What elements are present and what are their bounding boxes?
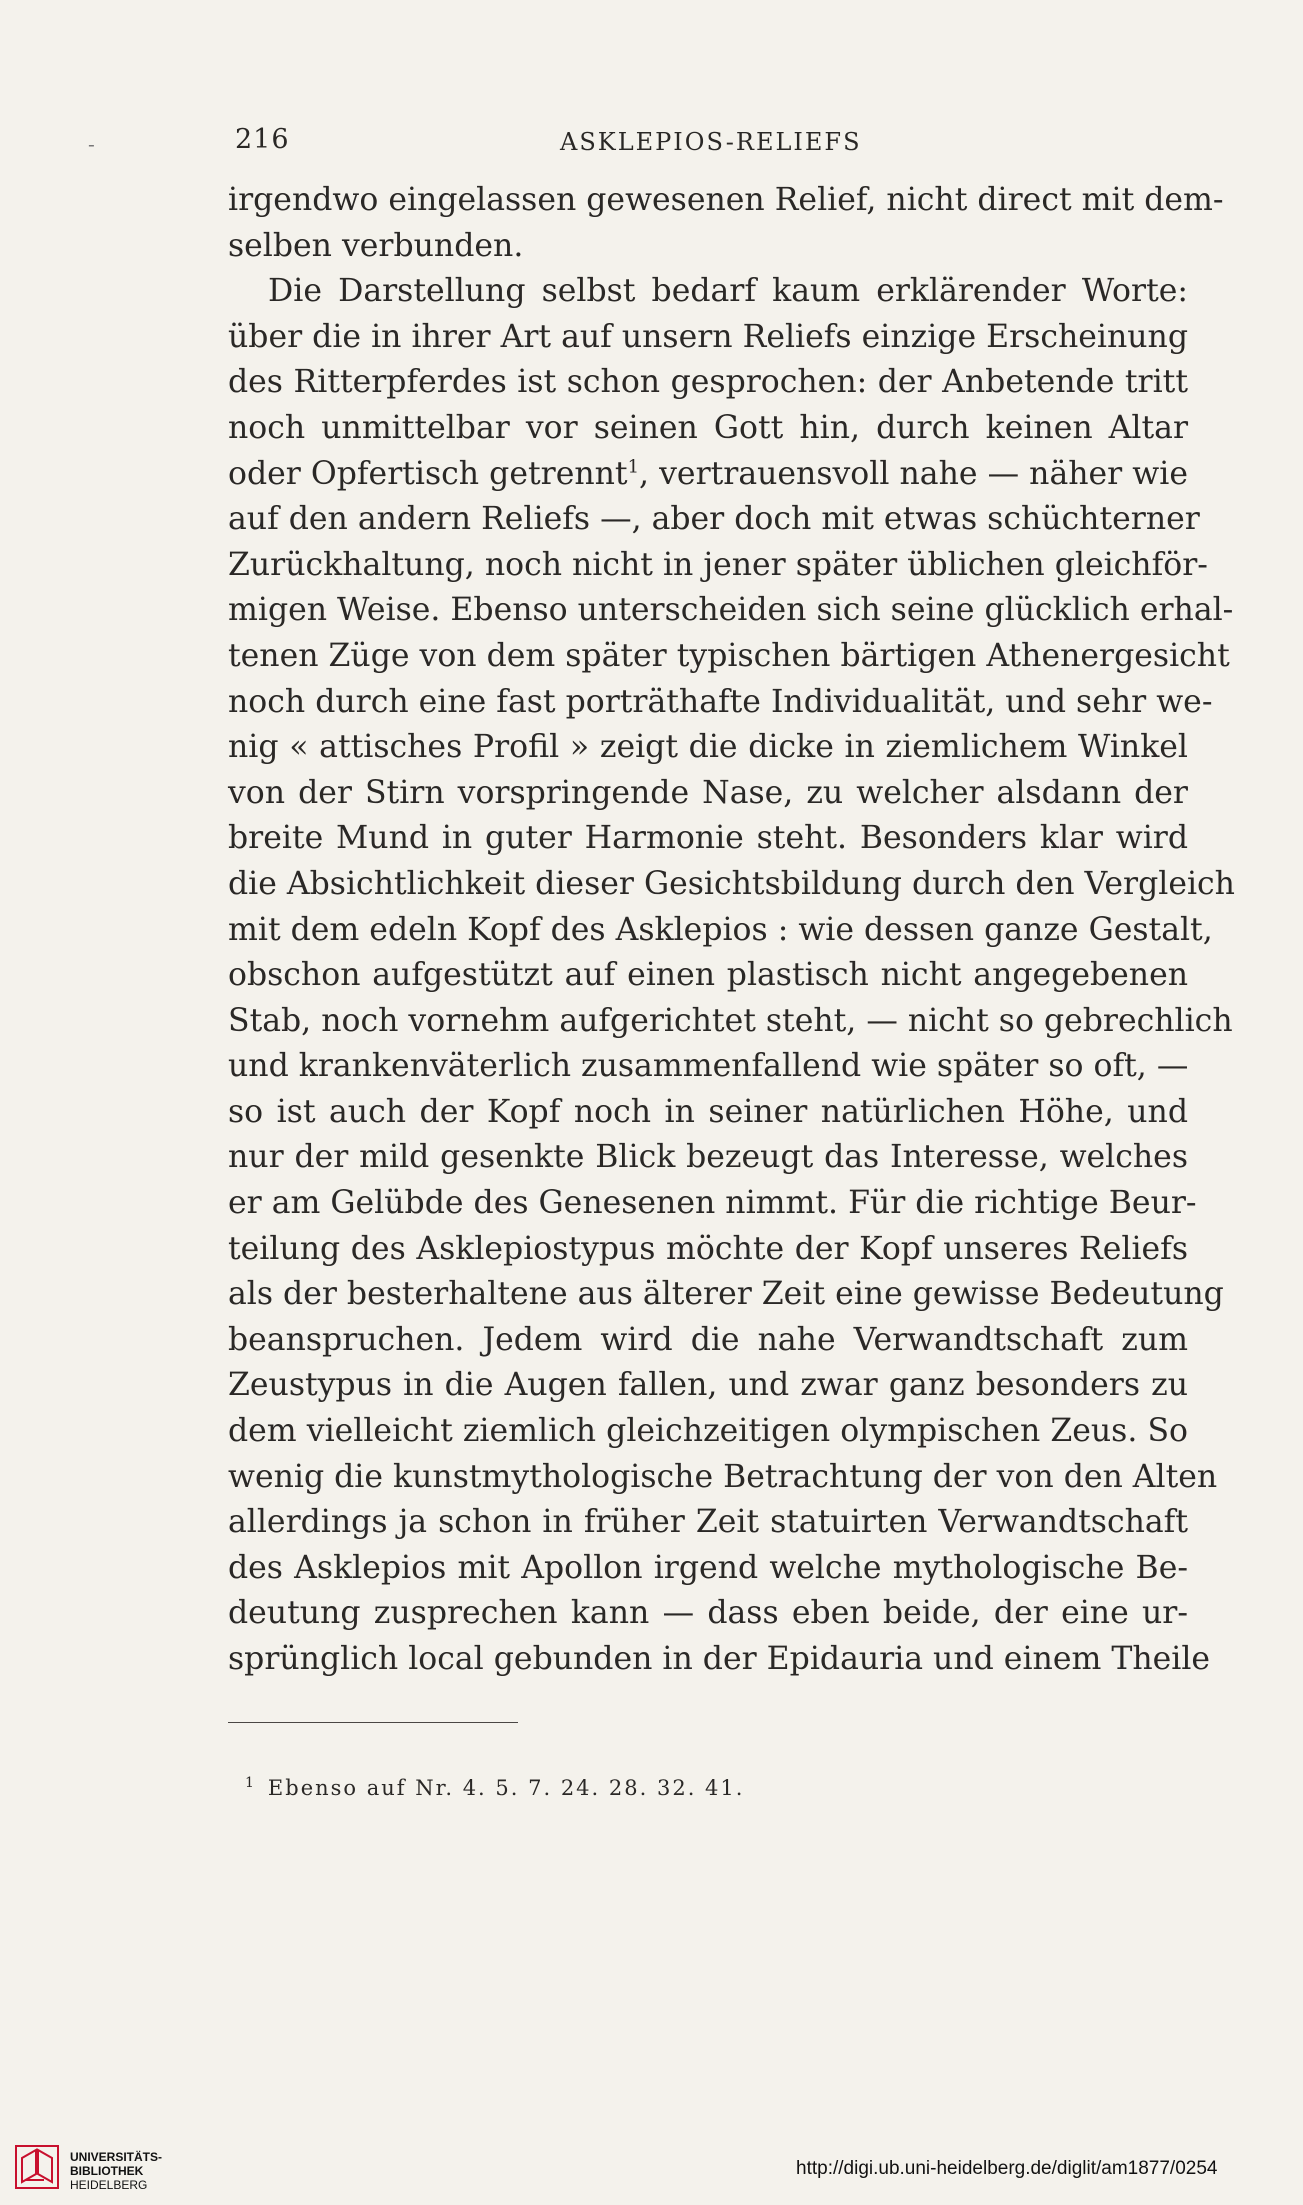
text-line: irgendwo eingelassen gewesenen Relief, nicht direct mit dem-: [228, 182, 1224, 218]
footnote-reference[interactable]: 1: [627, 456, 640, 478]
text-line: noch unmittelbar vor seinen Gott hin, durch keinen Altar: [228, 409, 1188, 446]
text-line: [228, 452, 1188, 498]
text-line: so ist auch der Kopf noch in seiner natürlichen Höhe, und: [228, 1093, 1188, 1130]
running-head: ASKLEPIOS-RELIEFS: [560, 128, 862, 156]
text-line: sprünglich local gebunden in der Epidauria und einem Theile: [228, 1641, 1211, 1677]
text-line: wenig die kunstmythologische Betrachtung der von den Alten: [228, 1458, 1218, 1495]
text-line: noch durch eine fast porträthafte Individualität, und sehr we-: [228, 683, 1213, 720]
logo-line: HEIDELBERG: [70, 2178, 148, 2192]
text-segment: , vertrauensvoll nahe — näher wie: [639, 455, 1188, 492]
logo-line: UNIVERSITÄTS-: [70, 2150, 163, 2164]
text-line: und krankenväterlich zusammenfallend wie später so oft, —: [228, 1048, 1189, 1085]
text-line: dem vielleicht ziemlich gleichzeitigen olympischen Zeus. So: [228, 1413, 1188, 1450]
text-line: tenen Züge von dem später typischen bärtigen Athenergesicht: [228, 637, 1230, 674]
text-line: auf den andern Reliefs —, aber doch mit etwas schüchterner: [228, 501, 1200, 538]
footnote-text: Ebenso auf Nr. 4. 5. 7. 24. 28. 32. 41.: [267, 1776, 745, 1800]
library-logo[interactable]: [14, 2140, 164, 2200]
text-line: nig « attisches Profil » zeigt die dicke in ziemlichem Winkel: [228, 729, 1188, 766]
text-line: deutung zusprechen kann — dass eben beide, der eine ur-: [228, 1595, 1188, 1632]
text-line: breite Mund in guter Harmonie steht. Besonders klar wird: [228, 820, 1188, 857]
library-logo-text: [70, 2150, 162, 2192]
text-line: Die Darstellung selbst bedarf kaum erklärender Worte:: [268, 273, 1188, 310]
text-line: des Ritterpferdes ist schon gesprochen: der Anbetende tritt: [228, 364, 1188, 401]
library-logo-icon: [14, 2144, 60, 2190]
text-line: selben verbunden.: [228, 227, 524, 264]
text-line: mit dem edeln Kopf des Asklepios : wie dessen ganze Gestalt,: [228, 911, 1213, 948]
text-line: nur der mild gesenkte Blick bezeugt das Interesse, welches: [228, 1139, 1188, 1176]
source-url[interactable]: http://digi.ub.uni-heidelberg.de/diglit/am1877/0254: [796, 2158, 1218, 2179]
page-number: 216: [235, 124, 290, 155]
text-line: als der besterhaltene aus älterer Zeit eine gewisse Bedeutung: [228, 1276, 1224, 1313]
text-line: von der Stirn vorspringende Nase, zu welcher alsdann der: [228, 774, 1188, 811]
text-line: die Absichtlichkeit dieser Gesichtsbildung durch den Vergleich: [228, 865, 1235, 902]
text-line: über die in ihrer Art auf unsern Reliefs einzige Erscheinung: [228, 318, 1188, 355]
text-line: migen Weise. Ebenso unterscheiden sich seine glücklich erhal-: [228, 592, 1234, 629]
footnote-divider: [228, 1722, 518, 1723]
footnote-marker: 1: [245, 1775, 256, 1791]
text-line: er am Gelübde des Genesenen nimmt. Für die richtige Beur-: [228, 1185, 1197, 1222]
body-text: [228, 178, 1235, 1683]
text-line: des Asklepios mit Apollon irgend welche mythologische Be-: [228, 1549, 1188, 1586]
text-line: beanspruchen. Jedem wird die nahe Verwandtschaft zum: [228, 1321, 1188, 1358]
text-line: teilung des Asklepiostypus möchte der Kopf unseres Reliefs: [228, 1230, 1188, 1267]
text-line: Zurückhaltung, noch nicht in jener später üblichen gleichför-: [228, 546, 1208, 583]
logo-line: BIBLIOTHEK: [70, 2164, 144, 2178]
text-line: allerdings ja schon in früher Zeit statuirten Verwandtschaft: [228, 1504, 1188, 1541]
footnote: [245, 1775, 744, 1800]
text-line: Zeustypus in die Augen fallen, und zwar ganz besonders zu: [228, 1367, 1188, 1404]
text-line: obschon aufgestützt auf einen plastisch nicht angegebenen: [228, 957, 1188, 994]
stray-mark: -: [88, 132, 95, 156]
text-segment: oder Opfertisch getrennt: [228, 455, 628, 492]
text-line: Stab, noch vornehm aufgerichtet steht, — nicht so gebrechlich: [228, 1002, 1233, 1039]
